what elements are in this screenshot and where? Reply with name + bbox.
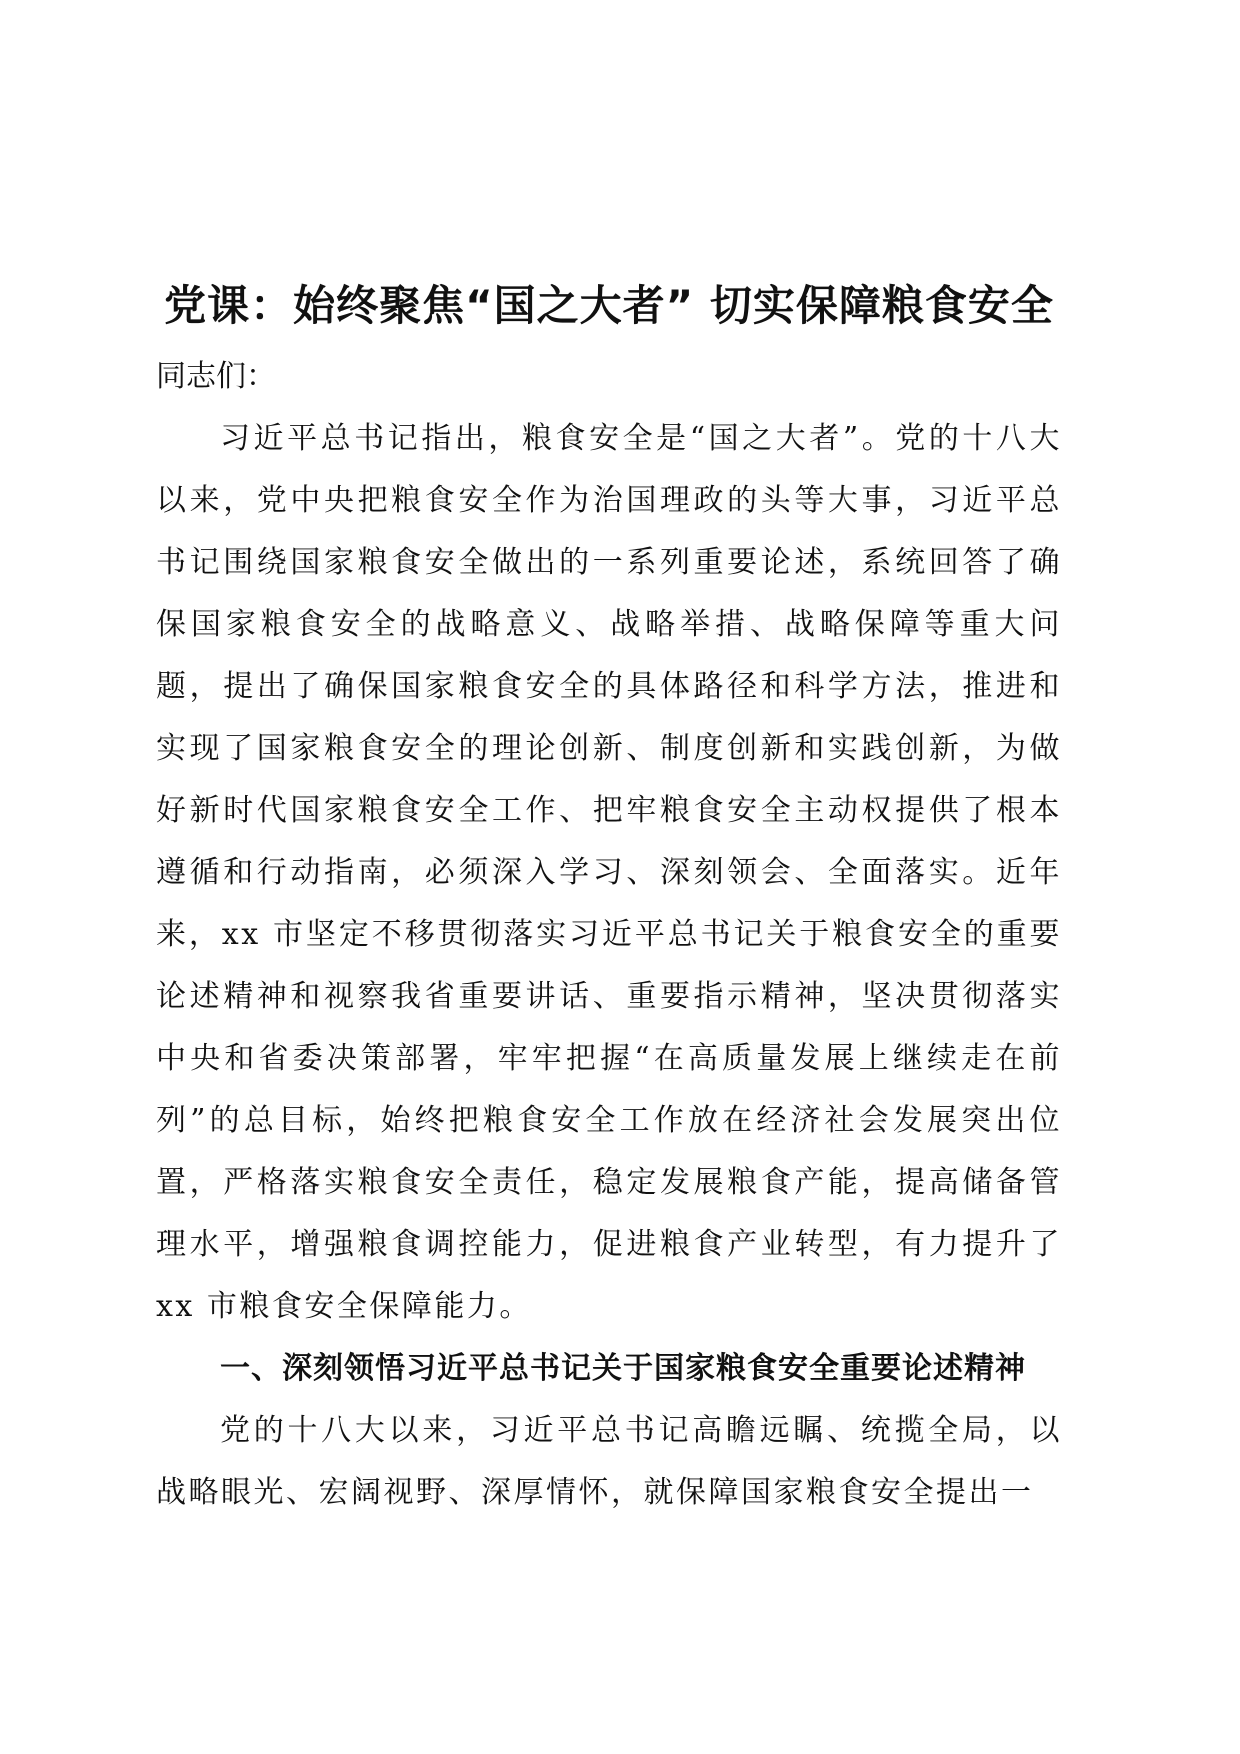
section-heading: 一、深刻领悟习近平总书记关于国家粮食安全重要论述精神 (220, 1351, 1026, 1386)
intro-paragraph: 习近平总书记指出，粮食安全是“国之大者”。党的十八大以来，党中央把粮食安全作为治国理政的头等大事，习近平总书记围绕国家粮食安全做出的一系列重要论述，系统回答了确保国家粮食安全的战略意义、战略举措、战略保障等重大问题，提出了确保国家粮食安全的具体路径和科学方法，推进和实现了国家粮食安全的理论创新、制度创新和实践创新，为做好新时代国家粮食安全工作、把牢粮食安全主动权提供了根本遵循和行动指南，必须深入学习、深刻领会、全面落实。近年来，xx 市坚定不移贯彻落实习近平总书记关于粮食安全的重要论述精神和视察我省重要讲话、重要指示精神，坚决贯彻落实中央和省委决策部署，牢牢把握“在高质量发展上继续走在前列”的总目标，始终把粮食安全工作放在经济社会发展突出位置，严格落实粮食安全责任，稳定发展粮食产能，提高储备管理水平，增强粮食调控能力，促进粮食产业转型，有力提升了 xx 市粮食安全保障能力。 (156, 421, 1062, 1324)
document-body (156, 276, 1062, 1524)
document-title: 党课：始终聚焦“国之大者” 切实保障粮食安全 (164, 281, 1054, 330)
salutation: 同志们： (156, 359, 276, 394)
section-paragraph: 党的十八大以来，习近平总书记高瞻远瞩、统揽全局，以战略眼光、宏阔视野、深厚情怀，就保障国家粮食安全提出一 (156, 1413, 1062, 1510)
